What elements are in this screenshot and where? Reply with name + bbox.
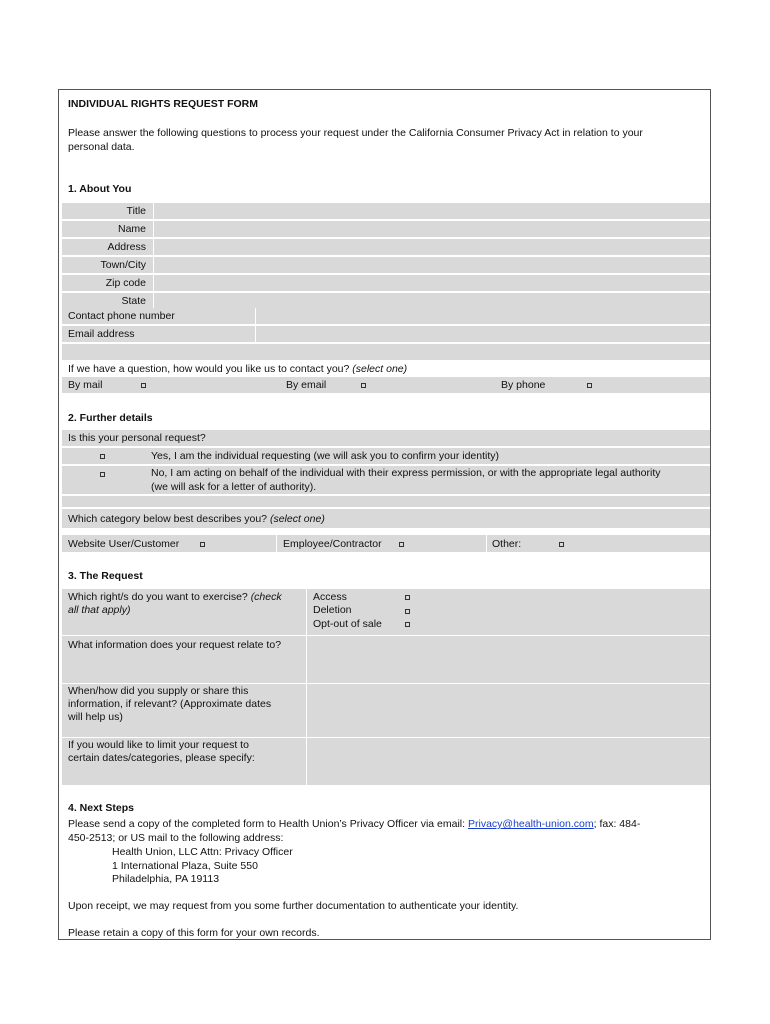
about-field-row xyxy=(62,203,710,220)
mail-checkbox[interactable] xyxy=(141,383,146,388)
contact-option-phone: By phone xyxy=(501,379,546,391)
about-field-label: Zip code xyxy=(105,277,146,289)
limit-line-1: If you would like to limit your request to xyxy=(68,739,249,751)
category-employee: Employee/Contractor xyxy=(283,538,382,550)
email-checkbox[interactable] xyxy=(361,383,366,388)
contact-option-mail: By mail xyxy=(68,379,103,391)
when-line-2: information, if relevant? (Approximate dates xyxy=(68,698,272,710)
about-field-label: Town/City xyxy=(100,259,146,271)
contact-options-row xyxy=(62,377,710,394)
about-field-input[interactable] xyxy=(154,275,710,292)
limit-question-cell xyxy=(62,738,306,785)
option-no-label-line-1: No, I am acting on behalf of the individual with their express permission, or with the appropriate legal authority xyxy=(151,467,661,479)
section-about-heading: 1. About You xyxy=(68,183,132,195)
website-user-checkbox[interactable] xyxy=(200,542,205,547)
email-label: Email address xyxy=(68,328,135,340)
retain-note: Please retain a copy of this form for your own records. xyxy=(68,927,320,939)
about-field-input[interactable] xyxy=(154,239,710,256)
no-checkbox[interactable] xyxy=(100,472,105,477)
category-question-row xyxy=(62,509,710,529)
about-field-input[interactable] xyxy=(154,257,710,274)
right-access: Access xyxy=(313,591,347,603)
option-yes-label: Yes, I am the individual requesting (we will ask you to confirm your identity) xyxy=(151,450,500,462)
when-line-3: will help us) xyxy=(68,711,123,723)
phone-input[interactable] xyxy=(256,308,710,325)
option-no-label-line-2: (we will ask for a letter of authority). xyxy=(151,481,317,493)
about-field-label: Title xyxy=(126,205,146,217)
about-spacer-row xyxy=(62,344,710,361)
about-field-row xyxy=(62,257,710,274)
contact-option-email: By email xyxy=(286,379,327,391)
yes-checkbox[interactable] xyxy=(100,454,105,459)
send-line-2: 450-2513; or US mail to the following address: xyxy=(68,832,284,844)
personal-question: Is this your personal request? xyxy=(68,432,206,444)
intro-line-1: Please answer the following questions to process your request under the California Consumer Privacy Act in relation to your xyxy=(68,127,643,139)
about-field-label: State xyxy=(121,295,146,307)
info-question: What information does your request relate to? xyxy=(68,639,282,651)
phone-checkbox[interactable] xyxy=(587,383,592,388)
deletion-checkbox[interactable] xyxy=(405,609,410,614)
section-next-heading: 4. Next Steps xyxy=(68,802,134,814)
category-website-user: Website User/Customer xyxy=(68,538,180,550)
when-question-cell xyxy=(62,684,306,737)
further-spacer-row xyxy=(62,496,710,508)
about-field-row xyxy=(62,275,710,292)
other-checkbox[interactable] xyxy=(559,542,564,547)
about-field-row xyxy=(62,221,710,238)
option-yes-row xyxy=(62,448,710,465)
email-input[interactable] xyxy=(256,326,710,343)
employee-checkbox[interactable] xyxy=(399,542,404,547)
rights-question-line-1: Which right/s do you want to exercise? (check xyxy=(68,591,282,603)
send-line-1: Please send a copy of the completed form to Health Union’s Privacy Officer via email: Privacy@health-union.com; fax: 484- xyxy=(68,818,641,830)
about-field-input[interactable] xyxy=(154,203,710,220)
rights-question-line-2: all that apply) xyxy=(68,604,131,616)
rights-options-cell xyxy=(307,589,710,635)
about-field-row xyxy=(62,239,710,256)
opt-out-checkbox[interactable] xyxy=(405,622,410,627)
receipt-note: Upon receipt, we may request from you some further documentation to authenticate your identity. xyxy=(68,900,519,912)
email-row xyxy=(62,326,710,343)
phone-row xyxy=(62,308,710,325)
intro-line-2: personal data. xyxy=(68,141,135,153)
access-checkbox[interactable] xyxy=(405,595,410,600)
right-deletion: Deletion xyxy=(313,604,352,616)
right-opt-out: Opt-out of sale xyxy=(313,618,382,630)
when-line-1: When/how did you supply or share this xyxy=(68,685,249,697)
limit-line-2: certain dates/categories, please specify: xyxy=(68,752,255,764)
contact-question: If we have a question, how would you like us to contact you? (select one) xyxy=(68,363,408,375)
rights-question-cell xyxy=(62,589,306,635)
limit-answer-field[interactable] xyxy=(307,738,710,785)
about-field-label: Name xyxy=(117,223,146,235)
address-line-1: Health Union, LLC Attn: Privacy Officer xyxy=(112,846,293,858)
info-question-cell xyxy=(62,636,306,683)
personal-question-row xyxy=(62,430,710,447)
form-title: INDIVIDUAL RIGHTS REQUEST FORM xyxy=(68,98,258,110)
address-line-3: Philadelphia, PA 19113 xyxy=(112,873,220,885)
phone-label: Contact phone number xyxy=(68,310,175,322)
section-further-heading: 2. Further details xyxy=(68,412,153,424)
option-no-row xyxy=(62,466,710,495)
about-field-input[interactable] xyxy=(154,221,710,238)
about-field-label: Address xyxy=(107,241,146,253)
when-answer-field[interactable] xyxy=(307,684,710,737)
privacy-email-link[interactable]: Privacy@health-union.com xyxy=(467,818,594,830)
section-request-heading: 3. The Request xyxy=(68,570,143,582)
category-other: Other: xyxy=(492,538,522,550)
address-line-2: 1 International Plaza, Suite 550 xyxy=(112,860,258,872)
category-options-row xyxy=(62,535,710,553)
category-question: Which category below best describes you? (select one) xyxy=(68,513,325,525)
info-answer-field[interactable] xyxy=(307,636,710,683)
